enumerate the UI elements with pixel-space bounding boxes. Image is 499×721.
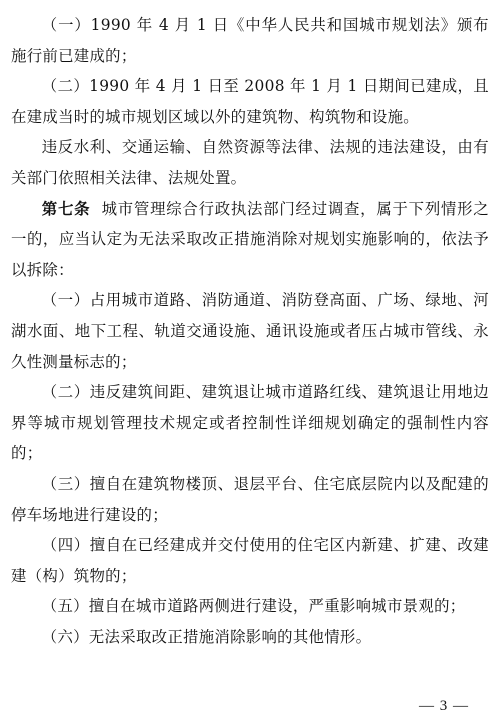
paragraph-text: （五）擅自在城市道路两侧进行建设，严重影响城市景观的； [41, 597, 466, 616]
paragraph-text: 城市管理综合行政执法部门经过调查，属于下列情形之一的，应当认定为无法采取改正措施消除对规划实施影响的，依法予以拆除： [11, 199, 489, 279]
paragraph [11, 469, 489, 530]
paragraph-text: （一）1990 年 4 月 1 日《中华人民共和国城市规划法》颁布施行前已建成的； [11, 16, 489, 65]
article-seven-paragraph [11, 194, 489, 286]
paragraph [11, 530, 489, 591]
article-heading: 第七条 [41, 199, 91, 218]
paragraph [11, 285, 489, 377]
paragraph [11, 71, 489, 132]
page-number: — 3 — [419, 698, 469, 714]
paragraph-text: （六）无法采取改正措施消除影响的其他情形。 [41, 627, 372, 646]
paragraph [11, 377, 489, 469]
paragraph-text: （一）占用城市道路、消防通道、消防登高面、广场、绿地、河湖水面、地下工程、轨道交通设施、通讯设施或者压占城市管线、永久性测量标志的； [11, 291, 489, 371]
paragraph-text: （二）1990 年 4 月 1 日至 2008 年 1 月 1 日期间已建成，且在建成当时的城市规划区域以外的建筑物、构筑物和设施。 [11, 77, 489, 126]
paragraph [11, 10, 489, 71]
paragraph-text: （四）擅自在已经建成并交付使用的住宅区内新建、扩建、改建建（构）筑物的； [11, 536, 489, 585]
paragraph-text: 违反水利、交通运输、自然资源等法律、法规的违法建设，由有关部门依照相关法律、法规处置。 [11, 138, 489, 187]
paragraph [11, 591, 489, 622]
paragraph-text: （三）擅自在建筑物楼顶、退层平台、住宅底层院内以及配建的停车场地进行建设的； [11, 474, 489, 524]
paragraph-text: （二）违反建筑间距、建筑退让城市道路红线、建筑退让用地边界等城市规划管理技术规定或者控制性详细规划确定的强制性内容的； [11, 383, 489, 463]
paragraph [11, 132, 489, 193]
paragraph [11, 622, 489, 653]
